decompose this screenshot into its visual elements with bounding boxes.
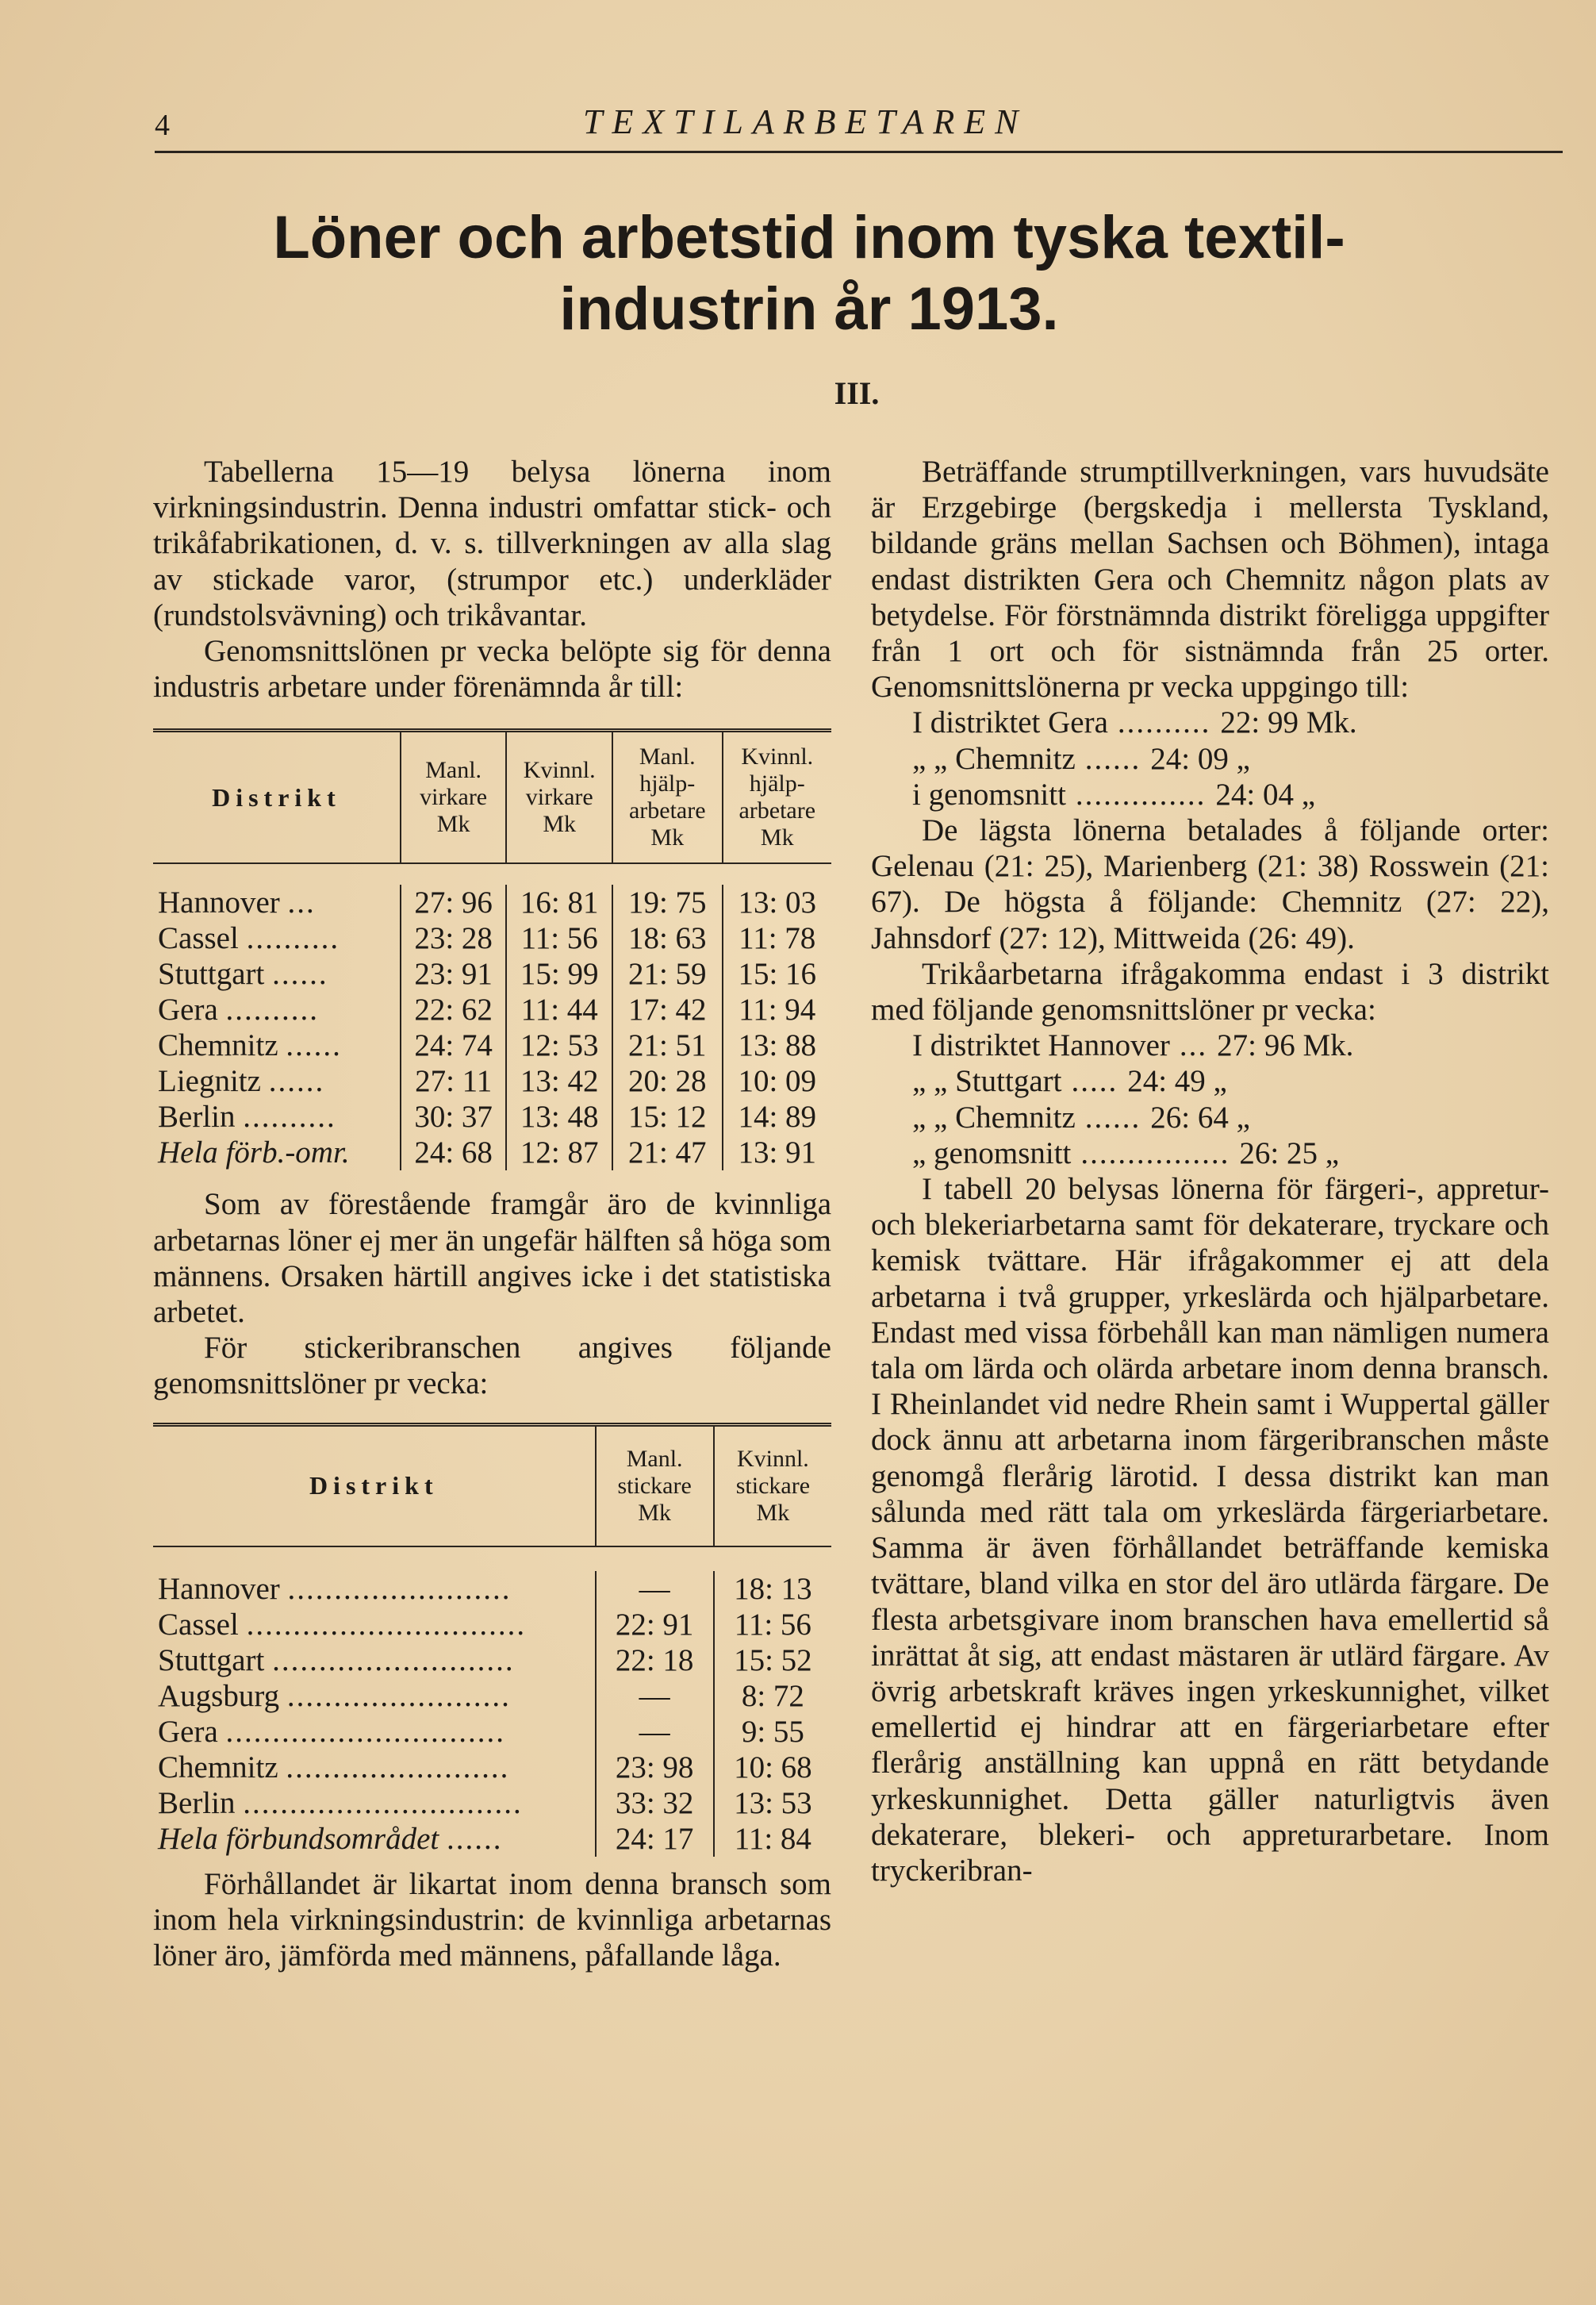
stat-label: „ „ Chemnitz <box>912 1100 1076 1135</box>
district-cell <box>153 1571 596 1607</box>
leader-dots: ...... <box>447 1821 503 1856</box>
paragraph: Beträffande strumptillverkningen, vars huvudsäte är Erzgebirge (bergskedja i mellersta Tyskland, bildande gräns mellan Sachsen och Böhmen), intaga endast distrikten Gera och Chemnitz någon plats av betydelse. För förstnämnda distrikt föreligga uppgifter från 1 ort och för sistnämnda från 25 orter. Genomsnittslönerna pr vecka uppgingo till: <box>871 455 1549 705</box>
wage-cell-women: 11: 56 <box>506 920 612 956</box>
district-name: Hannover <box>158 886 280 920</box>
wage-cell-women: 11: 44 <box>506 992 612 1028</box>
wage-cell-women: 12: 87 <box>506 1135 612 1170</box>
wage-cell-women: 15: 52 <box>714 1642 831 1678</box>
wage-cell-men-helper: 17: 42 <box>612 992 722 1028</box>
wage-cell-women: 13: 42 <box>506 1063 612 1099</box>
leader-dots: ...... <box>1084 741 1141 776</box>
stat-label: i genomsnitt <box>912 777 1066 812</box>
paragraph: I tabell 20 belysas lönerna för färgeri-, appretur- och blekeriarbetarna samt för dekaterare, tryckare och kemisk tvättare. Här ifrågakommer ej att dela arbetarna i två grupper, yrkeslärda och hjälparbetare. Endast med vissa förbehåll kan man nämligen numera tala om lärda och olärda arbetare inom denna bransch. I Rheinlandet vid nedre Rhein samt i Wuppertal gäller dock ännu att arbetarna inom färgeribranschen måste genomgå flerårig lärotid. I dessa distrikt kan man sålunda med rätt tala om yrkeslärda färgeriarbetare. Samma är även förhållandet beträffande kemiska tvättare, bland vilka en stor del äro utlärda färgare. De flesta arbetsgivare inom branschen hava emellertid så inrättat åt sig, att endast mästaren är utlärd färgare. Av övrig arbetskraft kräves ingen yrkeskunnighet, vilket emellertid ej hindrar att en färgeriarbetare efter flerårig anställning kan uppnå en rätt betydande yrkeskunnighet. Detta gäller naturligtvis även dekaterare, blekeri- och appreturarbetare. Inom tryckeribran- <box>871 1172 1549 1888</box>
leader-dots: ................ <box>1080 1135 1230 1170</box>
leader-dots: .............................. <box>243 1785 523 1820</box>
stat-value: 24: 09 „ <box>1150 741 1250 776</box>
wage-cell-men: — <box>596 1571 714 1607</box>
table-body <box>153 885 831 1170</box>
paragraph: Förhållandet är likartat inom denna bransch som inom hela virkningsindustrin: de kvinnliga arbetarnas löner äro, jämförda med männens, påfallande låga. <box>153 1866 831 1973</box>
district-cell <box>153 1714 596 1750</box>
column-header-men: Manl. virkare Mk <box>401 731 507 864</box>
column-header-district: Distrikt <box>153 1424 596 1546</box>
wage-cell-men: 24: 68 <box>401 1135 507 1170</box>
wage-cell-men: — <box>596 1678 714 1714</box>
table-row <box>153 920 831 956</box>
leader-dots: ... <box>1179 1028 1208 1063</box>
wage-cell-men: 22: 18 <box>596 1642 714 1678</box>
wage-cell-men: 27: 11 <box>401 1063 507 1099</box>
table-row <box>153 1607 831 1642</box>
table-row <box>153 1028 831 1063</box>
district-cell <box>153 1135 401 1170</box>
column-header-district: Distrikt <box>153 731 401 864</box>
stat-value: 26: 25 „ <box>1239 1135 1340 1170</box>
wage-cell-women-helper: 14: 89 <box>723 1099 832 1135</box>
paragraph: Tabellerna 15—19 belysa lönerna inom virkningsindustrin. Denna industri omfattar stick- och trikåfabrikationen, d. v. s. tillverkningen av alla slag av stickade varor, (strumpor etc.) underkläder (rundstolsvävning) och trikåvantar. <box>153 455 831 632</box>
leader-dots: .......................... <box>272 1642 515 1677</box>
paragraph: För stickeribranschen angives följande genomsnittslöner pr vecka: <box>153 1331 831 1401</box>
wage-cell-men: 22: 91 <box>596 1607 714 1642</box>
district-name: Gera <box>158 993 218 1028</box>
stat-value: 24: 49 „ <box>1127 1064 1227 1099</box>
wage-cell-women: 10: 68 <box>714 1750 831 1785</box>
district-name: Chemnitz <box>158 1028 278 1063</box>
leader-dots: .......... <box>1117 705 1211 740</box>
leader-dots: ........................ <box>286 1750 510 1784</box>
district-cell <box>153 920 401 956</box>
district-name: Cassel <box>158 1607 239 1642</box>
district-cell <box>153 1821 596 1857</box>
district-cell <box>153 1642 596 1678</box>
stat-label: „ „ Chemnitz <box>912 741 1076 776</box>
wage-cell-women-helper: 13: 03 <box>723 885 832 920</box>
wage-cell-men: 24: 17 <box>596 1821 714 1857</box>
page-number: 4 <box>155 109 170 142</box>
district-cell <box>153 1028 401 1063</box>
column-header-men: Manl. stickare Mk <box>596 1424 714 1546</box>
stats-list-tricot <box>871 1028 1549 1171</box>
table-stickeri <box>153 1423 831 1857</box>
wage-cell-women-helper: 13: 91 <box>723 1135 832 1170</box>
paragraph: De lägsta lönerna betalades å följande orter: Gelenau (21: 25), Marienberg (21: 38) Rosswein (21: 67). De högsta å följande: Chemnitz (27: 22), Jahnsdorf (27: 12), Mittweida (26: 49). <box>871 813 1549 955</box>
wage-cell-women: 12: 53 <box>506 1028 612 1063</box>
running-title: TEXTILARBETAREN <box>583 102 1028 141</box>
wage-cell-men: 24: 74 <box>401 1028 507 1063</box>
district-cell <box>153 1063 401 1099</box>
stat-value: 26: 64 „ <box>1150 1100 1250 1135</box>
stat-value: 24: 04 „ <box>1215 777 1316 812</box>
leader-dots: .............................. <box>246 1607 527 1642</box>
page-header <box>155 94 1563 153</box>
wage-cell-women-helper: 13: 88 <box>723 1028 832 1063</box>
wage-cell-men: 23: 98 <box>596 1750 714 1785</box>
column-header-women: Kvinnl. virkare Mk <box>506 731 612 864</box>
leader-dots: .......... <box>246 921 340 956</box>
table-virkning <box>153 728 831 1170</box>
wage-cell-men-helper: 15: 12 <box>612 1099 722 1135</box>
wage-cell-men-helper: 21: 51 <box>612 1028 722 1063</box>
stat-value: 22: 99 Mk. <box>1220 705 1357 740</box>
stats-list-stocking <box>871 705 1549 813</box>
district-name: Augsburg <box>158 1678 280 1713</box>
district-cell <box>153 1099 401 1135</box>
stat-label: „ „ Stuttgart <box>912 1064 1062 1099</box>
leader-dots: ... <box>287 886 316 920</box>
leader-dots: ...... <box>286 1028 342 1063</box>
stat-value: 27: 96 Mk. <box>1217 1028 1354 1063</box>
column-header-women: Kvinnl. stickare Mk <box>714 1424 831 1546</box>
district-name: Cassel <box>158 921 239 956</box>
table-row <box>153 885 831 920</box>
table-row <box>153 1642 831 1678</box>
district-cell <box>153 1678 596 1714</box>
paragraph: Som av förestående framgår äro de kvinnliga arbetarnas löner ej mer än ungefär hälften så höga som männens. Orsaken härtill angives icke i det statistiska arbetet. <box>153 1187 831 1330</box>
leader-dots: .............. <box>1075 777 1207 812</box>
column-header-women-helpers: Kvinnl. hjälp-arbetare Mk <box>723 731 832 864</box>
stat-row <box>912 741 1549 777</box>
right-column <box>871 454 1549 1888</box>
district-cell <box>153 885 401 920</box>
column-header-men-helpers: Manl. hjälp-arbetare Mk <box>612 731 722 864</box>
wage-cell-women-helper: 10: 09 <box>723 1063 832 1099</box>
district-name: Stuttgart <box>158 957 265 992</box>
wage-cell-women: 8: 72 <box>714 1678 831 1714</box>
wage-cell-women: 13: 48 <box>506 1099 612 1135</box>
article-part: III. <box>834 375 880 411</box>
district-name: Stuttgart <box>158 1642 265 1677</box>
table-row <box>153 1099 831 1135</box>
wage-cell-women: 16: 81 <box>506 885 612 920</box>
wage-cell-women: 11: 84 <box>714 1821 831 1857</box>
table-row <box>153 992 831 1028</box>
leader-dots: .......... <box>225 993 320 1028</box>
district-cell <box>153 1607 596 1642</box>
stat-label: „ genomsnitt <box>912 1135 1072 1170</box>
table-row <box>153 1063 831 1099</box>
wage-cell-men: — <box>596 1714 714 1750</box>
table-body <box>153 1571 831 1857</box>
wage-cell-women: 18: 13 <box>714 1571 831 1607</box>
wage-cell-women-helper: 11: 78 <box>723 920 832 956</box>
table-row <box>153 1571 831 1607</box>
wage-cell-men: 23: 28 <box>401 920 507 956</box>
district-name: Berlin <box>158 1785 236 1820</box>
wage-cell-men-helper: 21: 59 <box>612 956 722 992</box>
table-row <box>153 1785 831 1821</box>
wage-cell-men: 23: 91 <box>401 956 507 992</box>
district-name: Hela förbundsområdet <box>158 1821 439 1856</box>
leader-dots: .............................. <box>225 1714 506 1749</box>
district-name: Gera <box>158 1714 218 1749</box>
left-column <box>153 454 831 1973</box>
table-row <box>153 1714 831 1750</box>
district-cell <box>153 1785 596 1821</box>
district-name: Hannover <box>158 1571 280 1606</box>
stat-row <box>912 1135 1549 1171</box>
wage-cell-women-helper: 15: 16 <box>723 956 832 992</box>
table-row <box>153 1678 831 1714</box>
stat-row <box>912 1063 1549 1099</box>
table-row <box>153 1750 831 1785</box>
wage-cell-men-helper: 19: 75 <box>612 885 722 920</box>
wage-cell-men: 30: 37 <box>401 1099 507 1135</box>
district-name: Chemnitz <box>158 1750 278 1784</box>
district-cell <box>153 992 401 1028</box>
wage-cell-men: 22: 62 <box>401 992 507 1028</box>
wage-cell-women: 15: 99 <box>506 956 612 992</box>
wage-cell-men-helper: 21: 47 <box>612 1135 722 1170</box>
stat-label: I distriktet Hannover <box>912 1028 1170 1063</box>
leader-dots: ..... <box>1071 1064 1118 1099</box>
leader-dots: ........................ <box>287 1571 512 1606</box>
leader-dots: ...... <box>1084 1100 1141 1135</box>
paragraph: Trikåarbetarna ifrågakomma endast i 3 distrikt med följande genomsnittslöner pr vecka: <box>871 956 1549 1028</box>
stat-row <box>912 777 1549 813</box>
wage-cell-men: 33: 32 <box>596 1785 714 1821</box>
table-row <box>153 1821 831 1857</box>
district-name: Hela förb.-omr. <box>158 1135 350 1170</box>
leader-dots: ...... <box>268 1064 325 1099</box>
table-row <box>153 956 831 992</box>
leader-dots: ...... <box>272 957 328 992</box>
table-row <box>153 1135 831 1170</box>
wage-cell-men: 27: 96 <box>401 885 507 920</box>
district-name: Liegnitz <box>158 1064 261 1099</box>
article-title: Löner och arbetstid inom tyska textil-industrin år 1913. <box>273 204 1345 343</box>
district-cell <box>153 956 401 992</box>
stat-row <box>912 1100 1549 1135</box>
stat-label: I distriktet Gera <box>912 705 1108 740</box>
wage-cell-women: 11: 56 <box>714 1607 831 1642</box>
district-cell <box>153 1750 596 1785</box>
wage-cell-men-helper: 20: 28 <box>612 1063 722 1099</box>
wage-cell-men-helper: 18: 63 <box>612 920 722 956</box>
district-name: Berlin <box>158 1100 236 1135</box>
wage-cell-women-helper: 11: 94 <box>723 992 832 1028</box>
stat-row <box>912 705 1549 740</box>
leader-dots: ........................ <box>286 1678 511 1713</box>
wage-cell-women: 13: 53 <box>714 1785 831 1821</box>
stat-row <box>912 1028 1549 1063</box>
wage-cell-women: 9: 55 <box>714 1714 831 1750</box>
paragraph: Genomsnittslönen pr vecka belöpte sig för denna industris arbetare under förenämnda år till: <box>153 634 831 705</box>
leader-dots: .......... <box>243 1100 336 1135</box>
